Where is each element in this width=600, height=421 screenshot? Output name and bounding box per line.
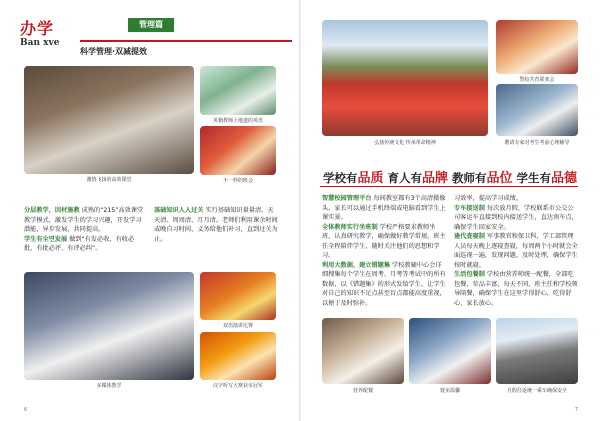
text-lead: 分层教学，因材施教	[24, 207, 80, 214]
canteen-image	[322, 318, 404, 384]
dormitory-image	[409, 318, 491, 384]
slogan-part: 育人有	[387, 171, 422, 185]
page-number: 6	[24, 407, 28, 413]
slogan-part: 学生有	[516, 171, 552, 185]
photo-hanzi-award	[200, 332, 276, 380]
scholarship-image	[496, 20, 578, 74]
caption-canteen: 营养配餐	[352, 388, 373, 394]
school-slogan	[312, 167, 588, 186]
shuttle-bus-image	[496, 318, 578, 384]
text-body: 学校教辅中心会详细搜集每个学生在周考、月考等考试中的所有数据，以《错题集》的形式发给学生，让学生对自己的知识不足点甚至盲点都能高度重视，以便于及时弥补。	[322, 261, 446, 307]
slogan-highlight: 品位	[486, 171, 513, 186]
slogan-part: 教师有	[452, 171, 487, 185]
page-number: 7	[574, 407, 578, 413]
text-body: 习效率，提高学习成绩。	[454, 195, 523, 202]
caption-scholarship: 警校共育联欢会	[519, 77, 555, 83]
text-column-right	[454, 194, 578, 308]
exam-guidance-image	[496, 84, 578, 136]
class-meeting-image	[200, 126, 276, 175]
text-lead: 专车接送制	[454, 204, 485, 212]
text-body: 学校严格要求教师坐班，认真研究教学，确保做好教学常规。班主任全程陪伴学生，随时关注他们的思想和学习。	[322, 223, 446, 259]
classroom-image	[24, 66, 194, 174]
text-lead: 逢代查寝制	[454, 233, 485, 240]
caption-sports-meeting: 弘扬传统文化 传承革命精神	[374, 140, 436, 146]
text-lead: 生活包餐制	[454, 271, 485, 278]
text-body: 军事教官和保卫科，学工部管理人员每天晚上逐寝查寝，每周两个小时就会全面巡视一遍，发现问题，及时处理，确保学生按时就寝。	[454, 233, 578, 269]
photo-scholarship	[496, 20, 578, 74]
page-header	[20, 16, 292, 62]
hanzi-award-image	[200, 332, 276, 380]
photo-sports-meeting	[322, 20, 488, 136]
photo-shuttle-bus	[496, 318, 578, 384]
caption-multimedia: 多媒体教学	[96, 383, 122, 389]
slogan-highlight: 品牌	[421, 171, 448, 186]
multimedia-image	[24, 272, 194, 380]
brand-subtitle: Ban xve	[20, 38, 60, 48]
caption-english-lesson: 英籍教师上地道的英语	[212, 118, 263, 124]
sports-meeting-image	[322, 20, 488, 136]
speech-contest-image	[200, 272, 276, 320]
text-lead: 全体教师实行坐班制	[322, 223, 378, 231]
photo-speech-contest	[200, 272, 276, 320]
caption-dormitory: 寝室温馨	[439, 388, 460, 394]
school-logo-icon	[64, 20, 122, 32]
slogan-divider	[320, 186, 578, 187]
text-column-right	[154, 206, 278, 244]
text-body: 实行基础知识量量清、天天清、周周清、月月清。老师们利用课余时间或晚自习时间，义务给他们补习，直到过关为止。	[154, 207, 278, 243]
caption-exam-guidance: 聘请专家对考生考前心理辅导	[504, 140, 570, 146]
caption-speech-contest: 双语演讲比赛	[222, 323, 253, 329]
photo-dormitory	[409, 318, 491, 384]
caption-shuttle-bus: 月假往返统一乘车确保安全	[506, 388, 567, 394]
photo-canteen	[322, 318, 404, 384]
photo-multimedia	[24, 272, 194, 380]
caption-efficient-class: 激情飞扬的高效课堂	[86, 177, 132, 183]
text-body: 成熟的“215”高效课堂教学模式，激发学生的学习兴趣，开发学习潜能，异步发展，共同提高。	[24, 207, 144, 233]
english-lesson-image	[200, 66, 276, 115]
section-subtitle: 科学管理·双减提效	[80, 47, 148, 56]
text-column-left	[24, 206, 146, 254]
text-lead: 学生有全면发展	[24, 235, 68, 243]
text-body: 做到“有发必收，有收必批，有批必评，有评必纠”。	[24, 235, 135, 252]
photo-efficient-class	[24, 66, 194, 174]
slogan-part: 学校有	[322, 171, 358, 185]
photo-class-meeting	[200, 126, 276, 175]
text-body: 学校由营养师统一配餐，全部吃包餐，荤品丰富，每天不同，班主任和学校领导陪餐，确保学生在这里学得舒心，吃得舒心，家长放心。	[454, 271, 578, 307]
text-lead: 智慧校园管理平台	[322, 195, 372, 202]
caption-hanzi-award: 汉字听写大赛获市冠军	[212, 383, 263, 389]
section-badge: 管理篇	[128, 18, 174, 32]
caption-class-meeting: 不一样的班会	[222, 178, 253, 184]
text-lead: 利用大数据，建立错题集	[322, 261, 391, 269]
brand-title: 办学	[20, 19, 55, 38]
text-lead: 基础知识人人过关	[154, 207, 204, 214]
right-page	[300, 0, 600, 421]
photo-exam-guidance	[496, 84, 578, 136]
photo-english-lesson	[200, 66, 276, 115]
slogan-highlight: 品德	[551, 171, 578, 186]
text-body: 每次放月假，学校联系市公交公司客运车直接到校内接送学生，直达南车点，确保学生回家安全。	[454, 204, 578, 231]
slogan-highlight: 品质	[357, 171, 384, 186]
text-body: 每间教室都有3个高清摄像头，家长可以通过手机终端或电脑看到学生上课实景。	[322, 195, 446, 221]
text-column-left	[322, 194, 446, 308]
header-divider	[80, 40, 292, 42]
